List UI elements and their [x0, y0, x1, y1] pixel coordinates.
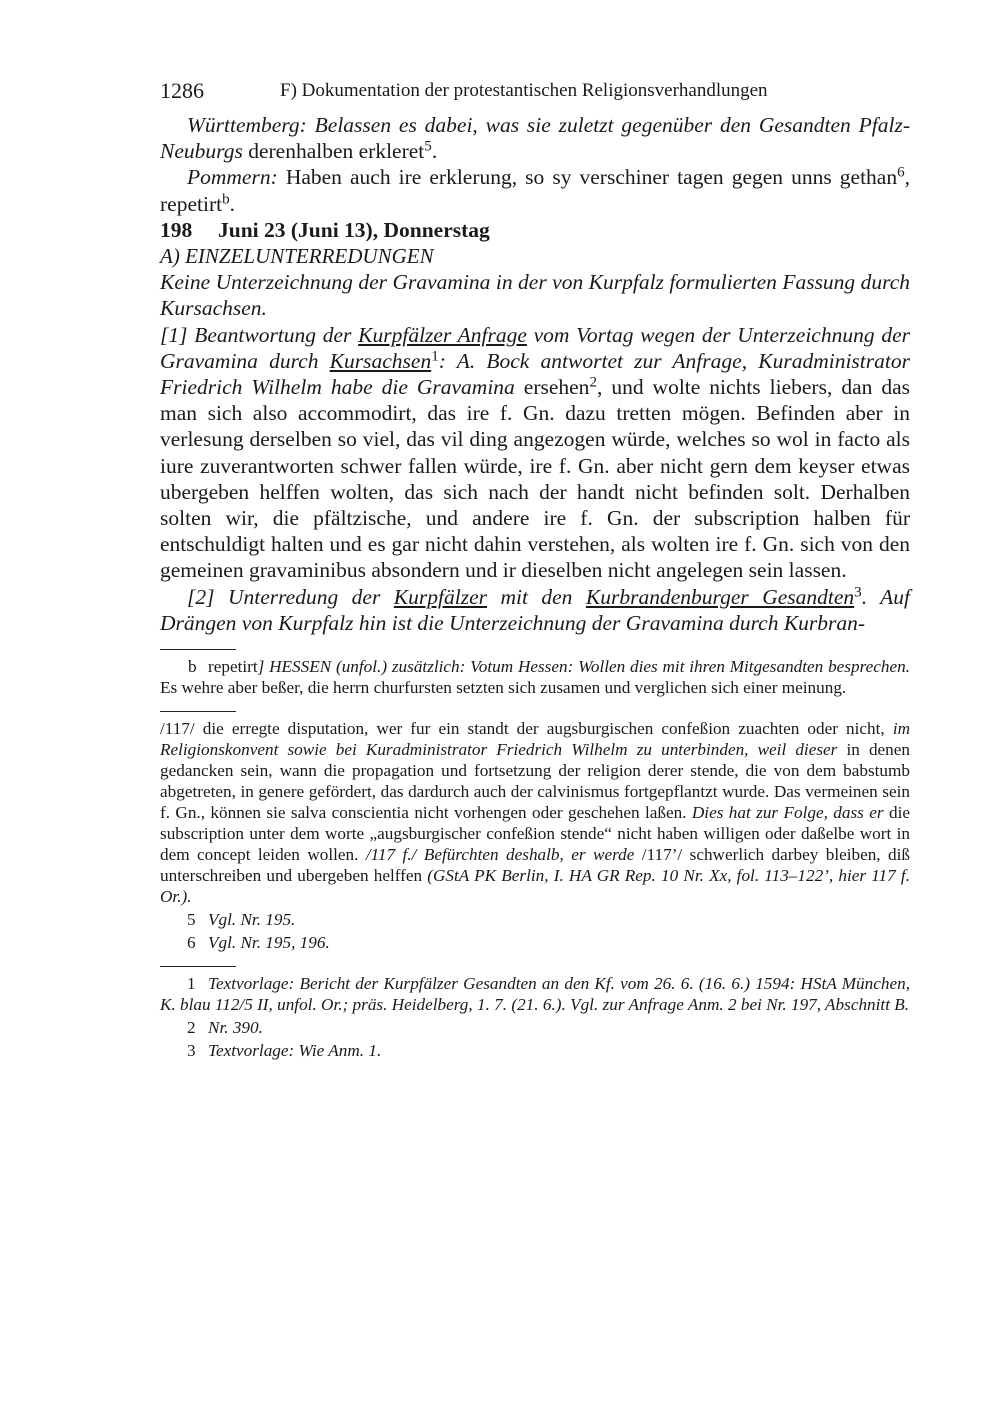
footnotes-continued — [160, 718, 910, 953]
punct: . — [431, 139, 438, 164]
footnote-text: Textvorlage: Wie Anm. 1. — [208, 1041, 382, 1061]
footnote-ref[interactable]: 6 — [897, 164, 905, 181]
footnote-1 — [160, 973, 910, 1015]
footnotes-numbered — [160, 973, 910, 1061]
p2-underlined-2: Kurbrandenburger Gesandten — [585, 584, 855, 609]
subheading: A) EINZELUNTERREDUNGEN — [160, 244, 434, 269]
section-heading — [160, 217, 910, 243]
wuerttemberg-label: Württemberg: — [187, 113, 307, 137]
footnote-text: Es wehre aber beßer, die herrn churfursten setzten sich zusamen und verglichen sich einer meinung. — [160, 678, 847, 698]
page-number: 1286 — [160, 78, 204, 103]
punct: . — [229, 191, 235, 216]
section-number: 198 — [160, 217, 193, 242]
footnote-lemma: repetirt — [208, 657, 258, 677]
p2-italic-a: [2] Unterredung der — [187, 584, 394, 609]
footnote-rule — [160, 649, 236, 650]
wuerttemberg-text: derenhalben erkleret — [242, 139, 425, 164]
p1-italic-b: vom Vortag wegen der Unterzeichnung der Gravamina durch — [160, 322, 910, 373]
fn-italic: im Religionskonvent sowie bei Kuradministrator Friedrich Wilhelm zu unterbinden, weil dieser — [160, 719, 910, 760]
footnotes-alpha — [160, 656, 910, 698]
p2-italic-c: . Auf Drängen von Kurpfalz hin ist die Unterzeichnung der Gravamina durch Kurbran- — [160, 584, 910, 635]
wuerttemberg-paragraph — [160, 112, 910, 164]
regest: Keine Unterzeichnung der Gravamina in der von Kurpfalz formulierten Fassung durch Kursachsen. — [160, 270, 910, 321]
p1-underlined-2: Kursachsen — [329, 348, 432, 373]
footnote-mark: b — [188, 657, 197, 677]
p2-underlined-1: Kurpfälzer — [393, 584, 487, 609]
footnote-italic: ] HESSEN (unfol.) zusätzlich: Votum Hessen: Wollen dies mit ihren Mitgesandten besprechen. — [257, 657, 910, 677]
footnote-ref[interactable]: b — [222, 191, 230, 208]
footnote-text: Nr. 390. — [208, 1018, 263, 1038]
footnote-ref[interactable]: 1 — [431, 348, 439, 365]
p1-underlined-1: Kurpfälzer Anfrage — [358, 322, 527, 347]
running-title: F) Dokumentation der protestantischen Religionsverhandlungen — [280, 80, 768, 101]
p1-italic-c: : A. Bock antwortet zur Anfrage, Kuradministrator Friedrich Wilhelm habe die Gravamina — [160, 348, 910, 400]
paragraph-2 — [160, 584, 910, 636]
p1-italic-a: [1] Beantwortung der — [160, 322, 359, 347]
p2-italic-b: mit den — [486, 584, 586, 609]
footnote-number: 5 — [187, 910, 196, 930]
footnote-6 — [160, 932, 910, 953]
footnote-text: Textvorlage: Bericht der Kurpfälzer Gesandten an den Kf. vom 26. 6. (16. 6.) 1594: HStA München, K. blau 112/5 II, unfol. Or.; präs. Heidelberg, 1. 7. (21. 6.). Vgl. zur Anfrage Anm. 2 bei Nr. 197, Abschnitt B. — [160, 974, 910, 1015]
fn-text: in denen gedancken sein, wann die propagation und fortsetzung der religion derer stende, die von dem babstumb abgetreten, in genere gefördert, das dardurch auch der calvinismus fortgepflantzt wurde. Das vermeinen sein f. Gn., können sie salva conscientia nicht vorhengen oder geschehen laßen. — [160, 740, 910, 823]
fn-text: /117/ die erregte disputation, wer fur ein standt der augsburgischen confeßion zuachten oder nicht, — [160, 719, 885, 739]
footnote-text: Vgl. Nr. 195, 196. — [208, 933, 330, 953]
p1-text-e: , und wolte nichts liebers, dan das man sich also accommodirt, das ire f. Gn. dazu tretten mögen. Befinden aber in verlesung derselben so viel, das vil ding angezogen würde, welches so wol in facto als iure zuverantworten schwer fallen würde, ire f. Gn. aber nicht gern dem keyser etwas ubergeben helffen wolten, das sich nach der handt nicht befinden solt. Derhalben solten wir, die pfältzische, und andere ire f. Gn. der subscription halben für entschuldigt halten und es gar nicht dahin verstehen, als wolten ire f. Gn. sich von den gemeinen gravaminibus absondern und ir dieselben nicht angelegen sein lassen. — [160, 375, 911, 583]
footnote-number: 6 — [187, 933, 196, 953]
fn-italic: Dies hat zur Folge, dass er — [686, 803, 884, 823]
footnote-number: 2 — [187, 1018, 196, 1038]
footnote-continuation — [160, 718, 910, 907]
paragraph-1 — [160, 322, 910, 584]
footnote-number: 1 — [187, 974, 196, 994]
wuerttemberg-italic-text: Belassen es dabei, was sie zuletzt gegenüber den Gesandten Pfalz-Neuburgs — [160, 113, 910, 164]
footnote-ref[interactable]: 3 — [854, 584, 862, 601]
footnote-rule — [160, 966, 236, 967]
pommern-text-2: , repetirt — [160, 165, 910, 216]
fn-text: die subscription unter dem worte „augsburgischer confeßion stende“ nicht haben willigen oder daßelbe wort in dem concept leiden wollen. — [160, 803, 910, 865]
fn-text: /117’/ schwerlich darbey bleiben, diß unterschreiben und ubergeben helffen — [160, 845, 911, 886]
footnote-5 — [160, 909, 910, 930]
fn-italic: /117 f./ Befürchten deshalb, er werde — [358, 845, 635, 865]
running-header — [160, 78, 910, 112]
p1-text-d: ersehen — [514, 375, 590, 400]
footnote-ref[interactable]: 5 — [424, 138, 432, 155]
footnote-text: Vgl. Nr. 195. — [208, 910, 296, 930]
fn-italic: (GStA PK Berlin, I. HA GR Rep. 10 Nr. Xx, fol. 113–122’, hier 117 f. Or.). — [160, 866, 910, 907]
pommern-label: Pommern: — [187, 165, 278, 190]
footnote-ref[interactable]: 2 — [589, 374, 597, 391]
pommern-text: Haben auch ire erklerung, so sy verschiner tagen gegen unns gethan — [277, 165, 898, 190]
footnote-3 — [160, 1040, 910, 1061]
footnote-rule — [160, 711, 236, 712]
pommern-paragraph — [160, 164, 910, 216]
section-title: Juni 23 (Juni 13), Donnerstag — [218, 217, 490, 242]
page — [160, 78, 910, 1061]
footnote-b — [160, 656, 910, 698]
footnote-number: 3 — [187, 1041, 196, 1061]
main-text — [160, 112, 910, 636]
footnote-2 — [160, 1017, 910, 1038]
